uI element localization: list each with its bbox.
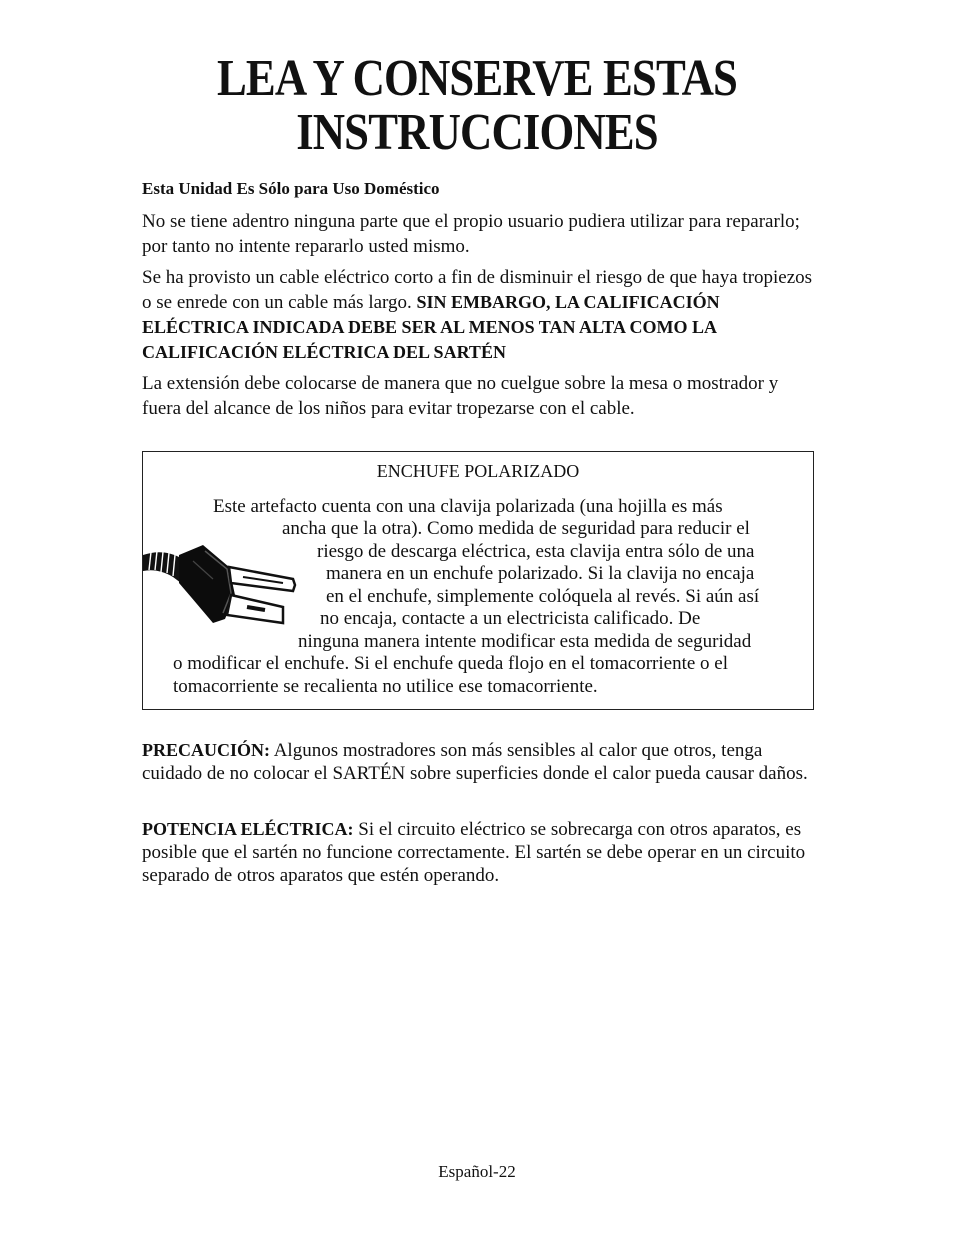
notice-line-1: Este artefacto cuenta con una clavija polarizada (una hojilla es más bbox=[213, 496, 723, 517]
intro-paragraph-2-text: Se ha provisto un cable eléctrico corto a fin de disminuir el riesgo de que haya tropiezos o se enrede con un cable más largo. bbox=[142, 267, 813, 313]
caution-label: PRECAUCIÓN: bbox=[142, 740, 270, 760]
power-paragraph bbox=[142, 818, 818, 887]
power-label: POTENCIA ELÉCTRICA: bbox=[142, 819, 354, 839]
notice-line-9: tomacorriente se recalienta no utilice ese tomacorriente. bbox=[173, 676, 598, 697]
power-text: Si el circuito eléctrico se sobrecarga con otros aparatos, es posible que el sartén no funcione correctamente. El sartén se debe operar en un circuito separado de otros aparatos que estén operando. bbox=[142, 819, 806, 886]
polarized-plug-notice bbox=[142, 451, 814, 710]
notice-line-3: riesgo de descarga eléctrica, esta clavija entra sólo de una bbox=[317, 541, 755, 562]
notice-line-8: o modificar el enchufe. Si el enchufe queda flojo en el tomacorriente o el bbox=[173, 653, 728, 674]
notice-line-2: ancha que la otra). Como medida de seguridad para reducir el bbox=[282, 518, 750, 539]
notice-line-4: manera en un enchufe polarizado. Si la clavija no encaja bbox=[326, 563, 755, 584]
section-subhead: Esta Unidad Es Sólo para Uso Doméstico bbox=[142, 179, 440, 198]
page-title-line-2: INSTRUCCIONES bbox=[296, 104, 658, 161]
page-title bbox=[67, 52, 887, 160]
intro-paragraph-3: La extensión debe colocarse de manera que no cuelgue sobre la mesa o mostrador y fuera del alcance de los niños para evitar tropezarse con el cable. bbox=[142, 373, 779, 419]
caution-text: Algunos mostradores son más sensibles al calor que otros, tenga cuidado de no colocar el SARTÉN sobre superficies donde el calor pueda causar daños. bbox=[142, 740, 808, 784]
page-title-line-1: LEA Y CONSERVE ESTAS bbox=[216, 50, 738, 107]
electrical-rating-warning: SIN EMBARGO, LA CALIFICACIÓN ELÉCTRICA INDICADA DEBE SER AL MENOS TAN ALTA COMO LA CALIFICACIÓN ELÉCTRICA DEL SARTÉN bbox=[142, 292, 720, 362]
polarized-plug-icon bbox=[143, 537, 311, 637]
notice-line-5: en el enchufe, simplemente colóquela al revés. Si aún así bbox=[326, 586, 760, 607]
caution-paragraph bbox=[142, 739, 818, 785]
notice-heading: ENCHUFE POLARIZADO bbox=[376, 461, 580, 481]
notice-line-6: no encaja, contacte a un electricista calificado. De bbox=[320, 608, 701, 629]
intro-section bbox=[142, 176, 818, 427]
notice-line-7: ninguna manera intente modificar esta medida de seguridad bbox=[298, 631, 752, 652]
intro-paragraph-2 bbox=[142, 265, 818, 365]
intro-paragraph-1: No se tiene adentro ninguna parte que el propio usuario pudiera utilizar para repararlo; por tanto no intente repararlo usted mismo. bbox=[142, 211, 800, 257]
page-number: Español-22 bbox=[438, 1162, 516, 1181]
